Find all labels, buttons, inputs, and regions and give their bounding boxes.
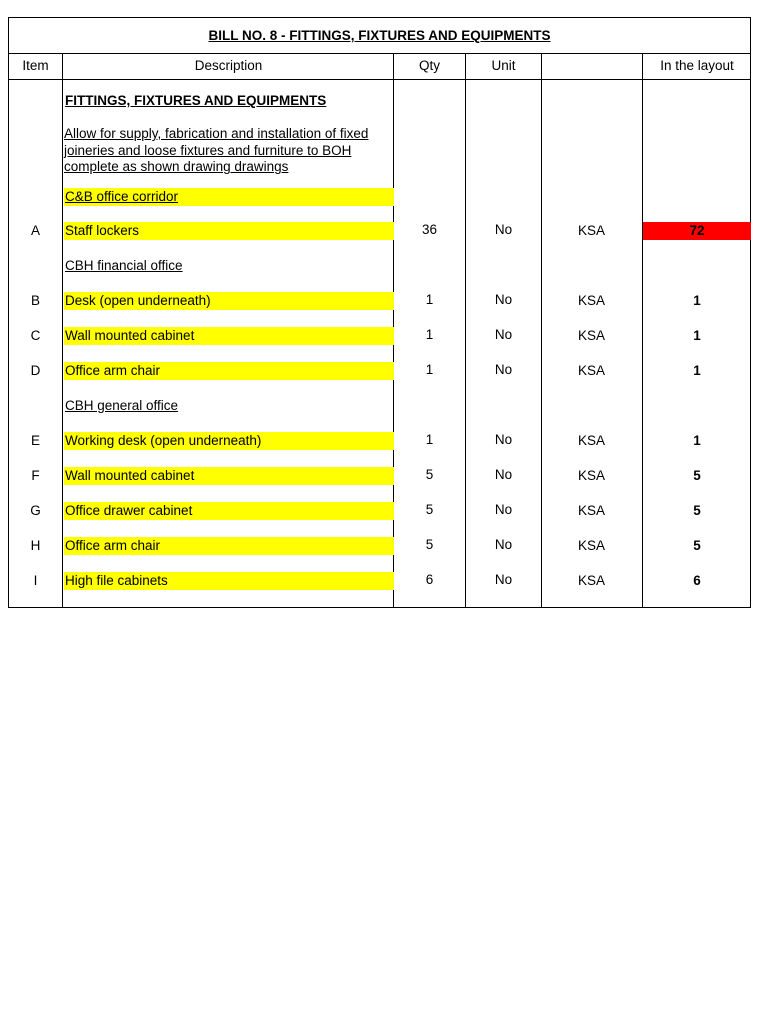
header-description: Description: [194, 58, 263, 73]
row-location: KSA: [577, 503, 605, 518]
header-qty: Qty: [418, 58, 440, 73]
row-description: High file cabinets: [64, 572, 394, 590]
row-description: Wall mounted cabinet: [64, 327, 394, 345]
row-qty: 1: [425, 292, 434, 307]
bill-table: [8, 17, 751, 608]
row-layout: 1: [693, 293, 701, 308]
row-item: H: [30, 538, 41, 553]
row-unit: No: [494, 222, 513, 237]
row-unit: No: [494, 362, 513, 377]
bill-title: BILL NO. 8 - FITTINGS, FIXTURES AND EQUIPMENTS: [208, 28, 551, 43]
row-description: Staff lockers: [64, 222, 394, 240]
row-qty: 5: [425, 537, 434, 552]
row-unit: No: [494, 327, 513, 342]
row-item: B: [30, 293, 40, 308]
row-unit: No: [494, 502, 513, 517]
row-qty: 1: [425, 327, 434, 342]
row-description: Working desk (open underneath): [64, 432, 394, 450]
row-description: Office arm chair: [64, 362, 394, 380]
header-location: [542, 53, 641, 79]
row-layout: 1: [693, 363, 701, 378]
row-qty: 1: [425, 432, 434, 447]
row-item: C: [30, 328, 41, 343]
row-item: E: [30, 433, 40, 448]
row-item: G: [30, 503, 41, 518]
row-item: D: [30, 363, 41, 378]
row-location: KSA: [577, 538, 605, 553]
header-unit: Unit: [491, 58, 516, 73]
row-description: Wall mounted cabinet: [64, 467, 394, 485]
row-location: KSA: [577, 573, 605, 588]
row-layout: 1: [693, 433, 701, 448]
col-divider-item: [62, 53, 63, 607]
header-item: Item: [22, 58, 49, 73]
section-heading: FITTINGS, FIXTURES AND EQUIPMENTS: [65, 93, 327, 108]
group-heading: C&B office corridor: [64, 188, 394, 206]
row-unit: No: [494, 537, 513, 552]
row-location: KSA: [577, 293, 605, 308]
row-layout: 5: [693, 503, 701, 518]
row-qty: 6: [425, 572, 434, 587]
row-qty: 36: [421, 222, 438, 237]
group-heading: CBH financial office: [65, 258, 183, 273]
row-layout-mismatch: 72: [643, 222, 751, 240]
row-description: Desk (open underneath): [64, 292, 394, 310]
row-qty: 5: [425, 502, 434, 517]
row-unit: No: [494, 432, 513, 447]
row-unit: No: [494, 572, 513, 587]
row-layout: 1: [693, 328, 701, 343]
row-description: Office drawer cabinet: [64, 502, 394, 520]
header-divider: [9, 79, 750, 80]
row-item: I: [33, 573, 38, 588]
header-layout: In the layout: [660, 58, 734, 73]
row-item: A: [30, 223, 40, 238]
intro-line: complete as shown drawing drawings: [64, 159, 289, 174]
row-location: KSA: [577, 223, 605, 238]
row-layout: 5: [693, 538, 701, 553]
row-location: KSA: [577, 328, 605, 343]
row-layout: 5: [693, 468, 701, 483]
row-layout: 6: [693, 573, 701, 588]
row-qty: 5: [425, 467, 434, 482]
intro-line: Allow for supply, fabrication and installation of fixed: [64, 126, 369, 141]
intro-line: joineries and loose fixtures and furniture to BOH: [64, 142, 352, 158]
intro-paragraph: [64, 126, 394, 176]
row-unit: No: [494, 292, 513, 307]
row-qty: 1: [425, 362, 434, 377]
group-heading: CBH general office: [65, 398, 179, 413]
row-location: KSA: [577, 468, 605, 483]
row-item: F: [31, 468, 40, 483]
row-location: KSA: [577, 433, 605, 448]
row-location: KSA: [577, 363, 605, 378]
row-description: Office arm chair: [64, 537, 394, 555]
row-unit: No: [494, 467, 513, 482]
